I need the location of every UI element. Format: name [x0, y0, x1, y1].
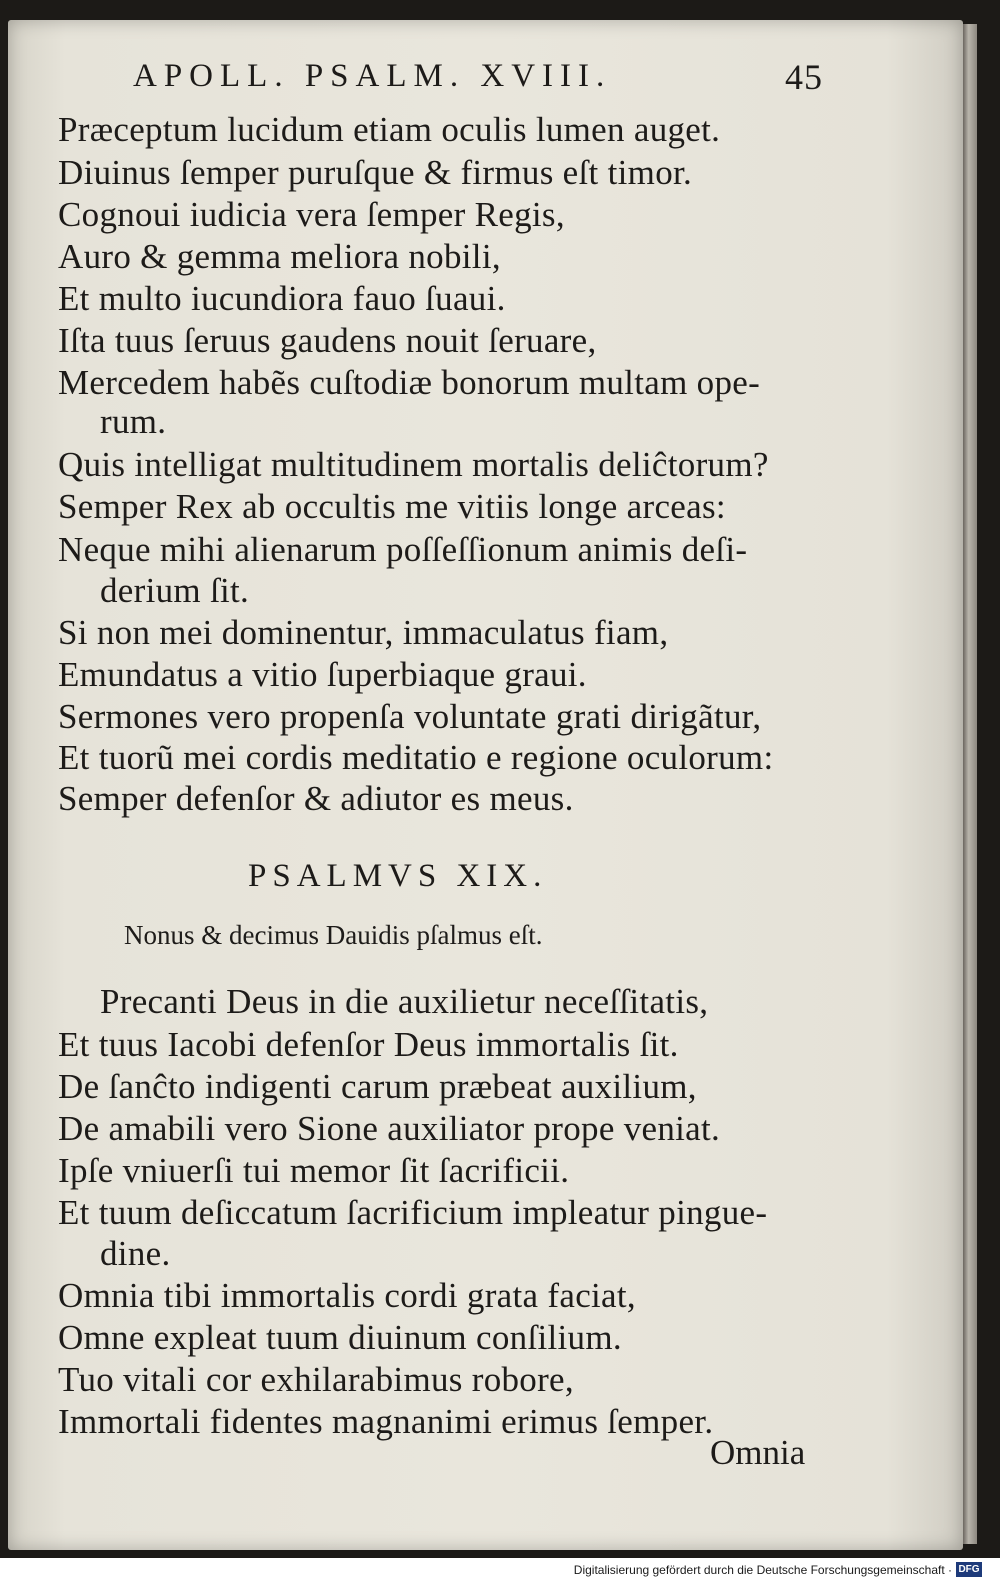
- verse-line-continuation: dine.: [100, 1234, 171, 1273]
- verse-line: Omne expleat tuum diuinum conſilium.: [58, 1318, 622, 1357]
- verse-line: Et tuum deſiccatum ſacrificium impleatur pingue-: [58, 1193, 768, 1232]
- verse-line: De amabili vero Sione auxiliator prope veniat.: [58, 1109, 721, 1148]
- verse-line: Tuo vitali cor exhilarabimus robore,: [58, 1360, 574, 1399]
- verse-line: Iſta tuus ſeruus gaudens nouit ſeruare,: [58, 321, 597, 360]
- verse-line: Omnia tibi immortalis cordi grata faciat,: [58, 1276, 636, 1315]
- verse-line: Si non mei dominentur, immaculatus fiam,: [58, 613, 669, 652]
- verse-line: Sermones vero propenſa voluntate grati dirigãtur,: [58, 697, 762, 736]
- verse-line: Et tuus Iacobi defenſor Deus immortalis ſit.: [58, 1025, 679, 1064]
- verse-line: Ipſe vniuerſi tui memor ſit ſacrificii.: [58, 1151, 570, 1190]
- page-number: 45: [785, 57, 823, 97]
- digitization-credit: Digitalisierung gefördert durch die Deutsche Forschungsgemeinschaft ·: [573, 1563, 952, 1577]
- verse-line: Præceptum lucidum etiam oculis lumen auget.: [58, 110, 721, 149]
- verse-line: Quis intelligat multitudinem mortalis deliĉtorum?: [58, 445, 769, 484]
- verse-line-continuation: derium ſit.: [100, 571, 250, 610]
- verse-line: Semper Rex ab occultis me vitiis longe arceas:: [58, 487, 726, 526]
- verse-line: Et multo iucundiora fauo ſuaui.: [58, 279, 506, 318]
- verse-line: Cognoui iudicia vera ſemper Regis,: [58, 195, 565, 234]
- verse-line: Neque mihi alienarum poſſeſſionum animis deſi-: [58, 530, 748, 569]
- page-edge-shadow: [963, 24, 977, 1544]
- dfg-logo: DFG: [956, 1562, 982, 1577]
- verse-line: Mercedem habẽs cuſtodiæ bonorum multam ope-: [58, 363, 761, 402]
- verse-line: Emundatus a vitio ſuperbiaque graui.: [58, 655, 587, 694]
- verse-line: Diuinus ſemper puruſque & firmus eſt timor.: [58, 153, 693, 192]
- verse-line: Auro & gemma meliora nobili,: [58, 237, 501, 276]
- verse-line: Et tuorũ mei cordis meditatio e regione oculorum:: [58, 738, 774, 777]
- running-head: APOLL. PSALM. XVIII.: [133, 58, 612, 94]
- verse-line: Semper defenſor & adiutor es meus.: [58, 779, 574, 818]
- verse-line-continuation: rum.: [100, 402, 167, 441]
- psalm-heading: PSALMVS XIX.: [248, 858, 548, 894]
- psalm-subtitle: Nonus & decimus Dauidis pſalmus eſt.: [124, 920, 543, 950]
- verse-line: Precanti Deus in die auxilietur neceſſitatis,: [100, 982, 709, 1021]
- verse-line: Immortali fidentes magnanimi erimus ſemper.: [58, 1402, 714, 1441]
- verse-line: De ſanĉto indigenti carum præbeat auxilium,: [58, 1067, 697, 1106]
- catchword: Omnia: [710, 1433, 806, 1472]
